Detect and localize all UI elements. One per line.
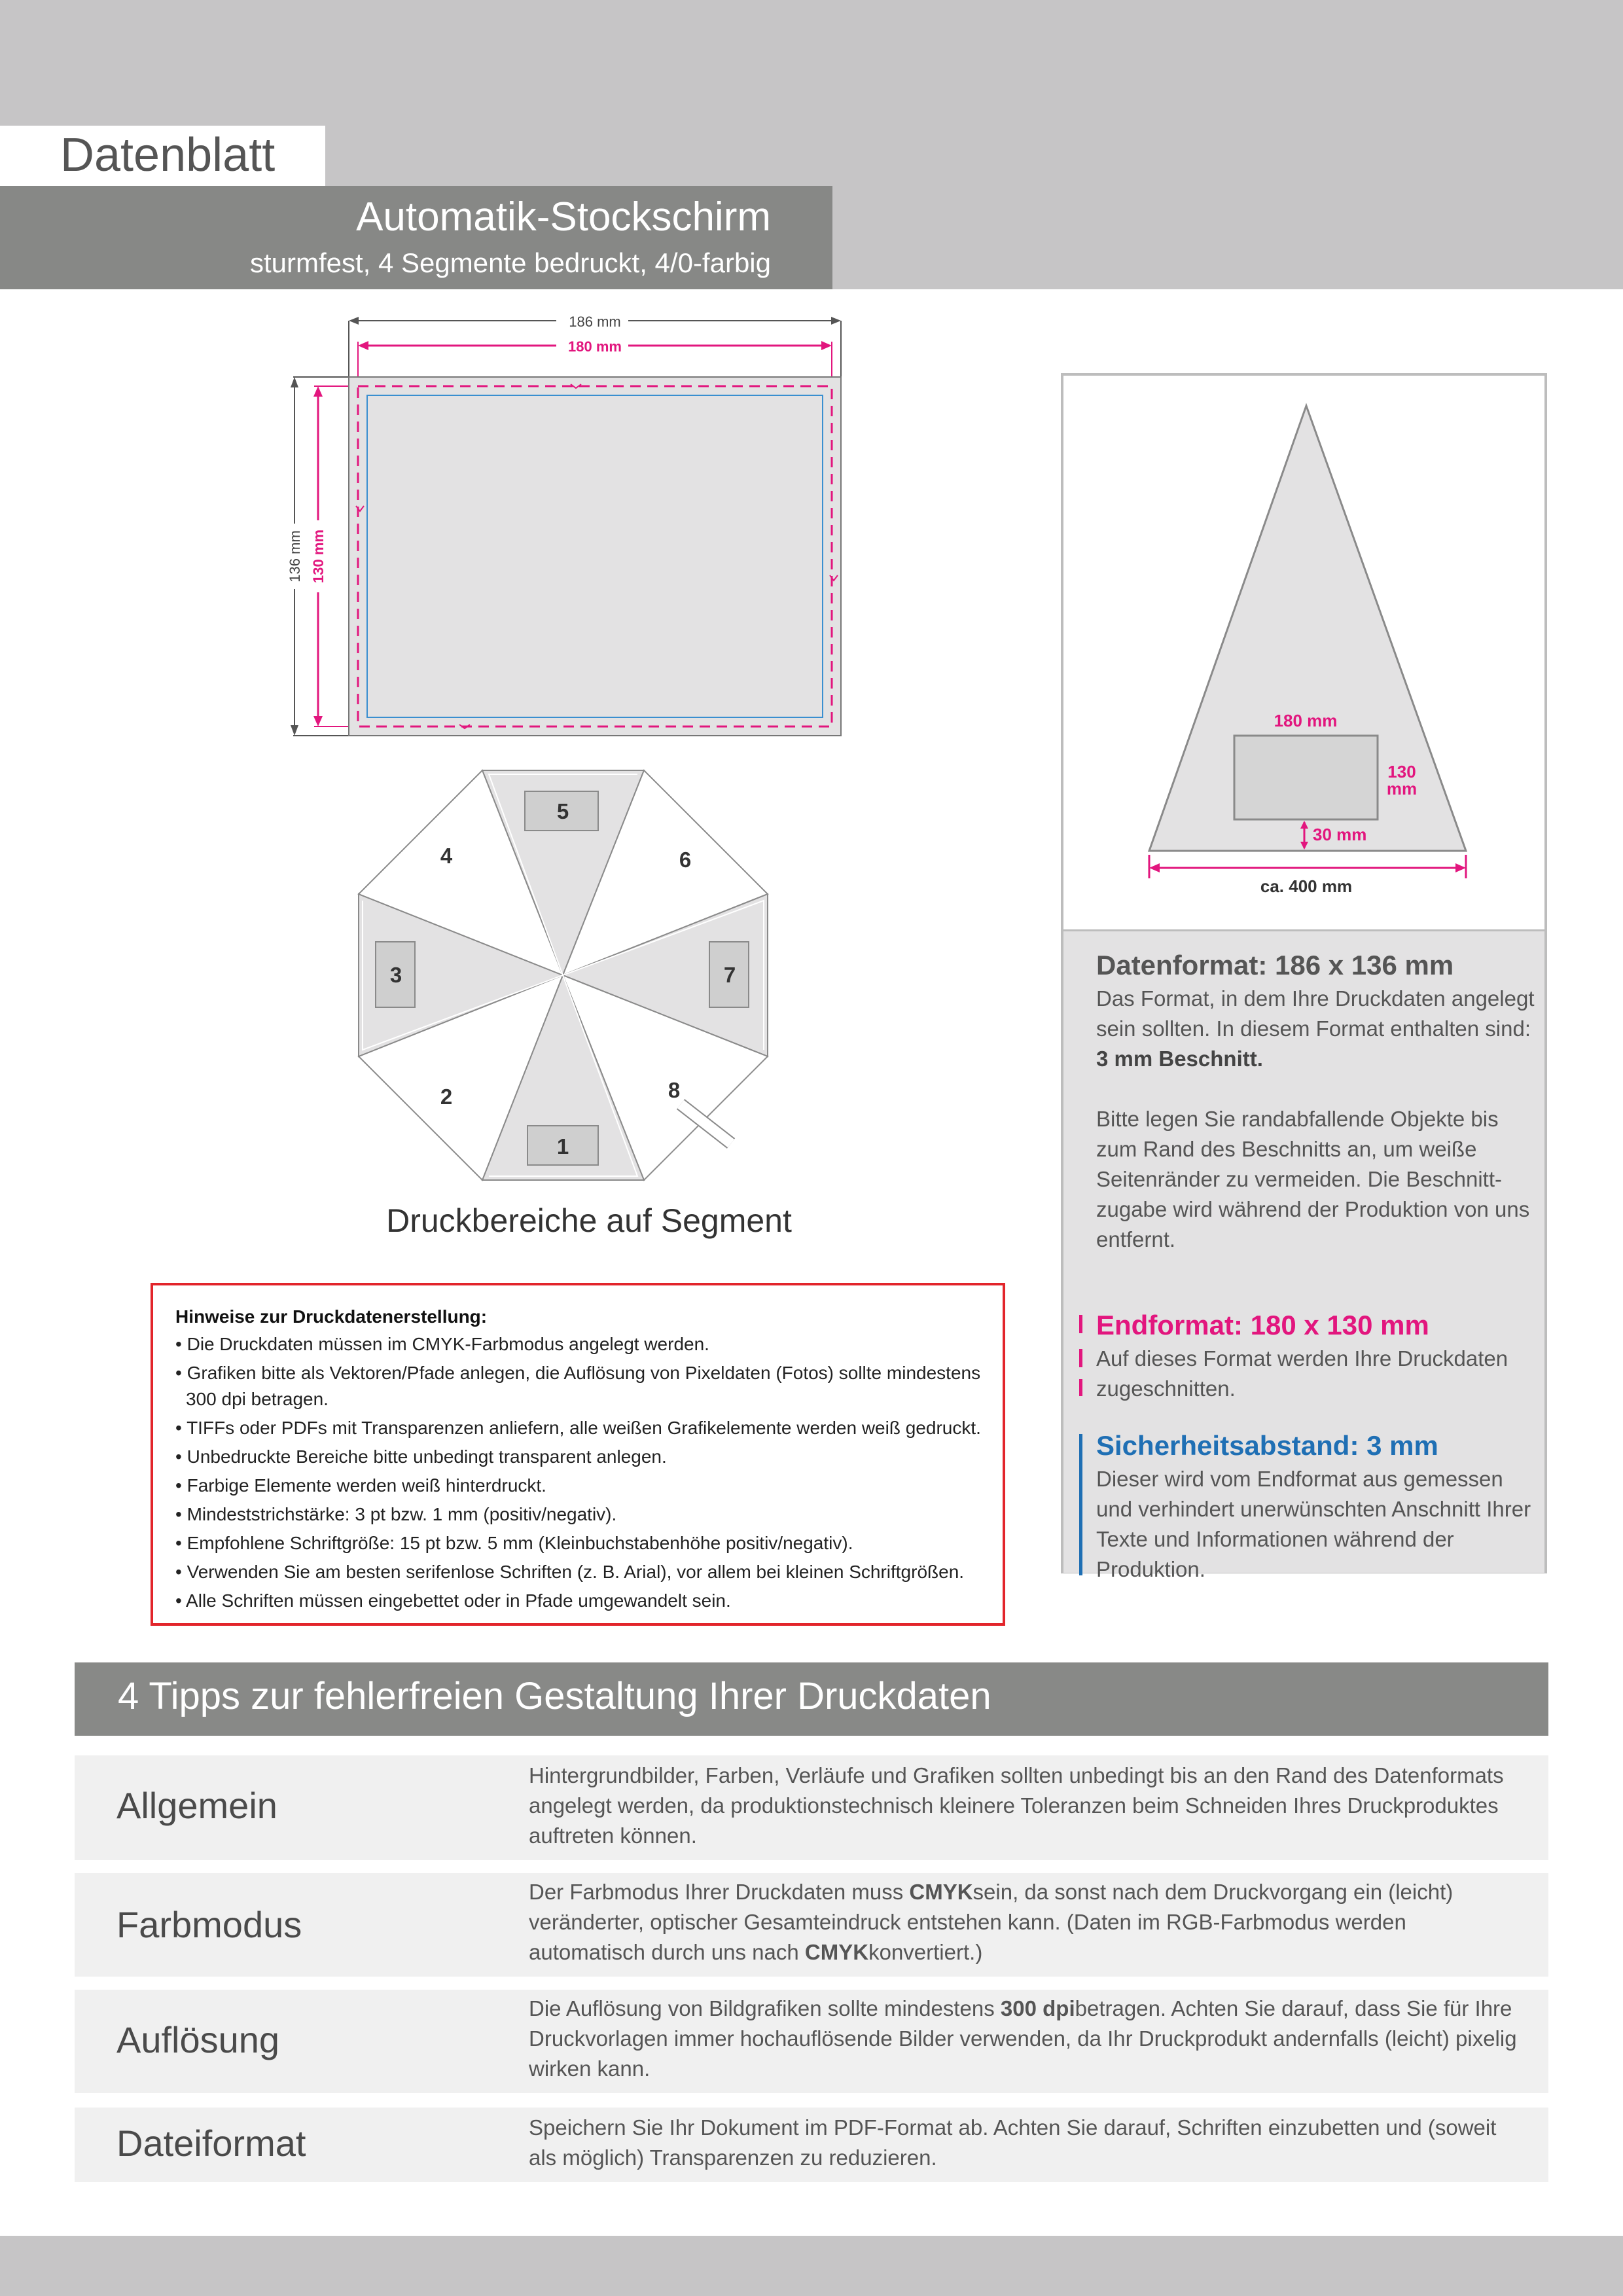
hint-item: • Empfohlene Schriftgröße: 15 pt bzw. 5 mm (Kleinbuchstabenhöhe positiv/negativ). — [175, 1530, 1003, 1556]
endformat-heading: Endformat: 180 x 130 mm — [1096, 1310, 1429, 1340]
dimension-diagram — [275, 308, 851, 753]
print-width-label: 180 mm — [1274, 711, 1338, 730]
title-bar — [0, 186, 832, 289]
segment-label-6: 6 — [679, 848, 692, 872]
segment-label-1: 1 — [556, 1134, 569, 1158]
tips-title: 4 Tipps zur fehlerfreien Gestaltung Ihrer Druckdaten — [118, 1675, 991, 1717]
outer-width-label: 186 mm — [569, 314, 621, 330]
tip-row-dateiformat — [75, 2108, 1548, 2182]
segment-label-5: 5 — [556, 799, 569, 823]
tip-label: Allgemein — [116, 1785, 277, 1826]
offset-label: 30 mm — [1313, 825, 1367, 844]
inner-height-label: 130 mm — [310, 529, 327, 583]
tip-row-aufloesung — [75, 1990, 1548, 2093]
tip-text: Die Auflösung von Bildgrafiken sollte mindestens 300 dpibetragen. Achten Sie darauf, dass Sie für Ihre Druckvorlagen immer hochauflösende Bilder verwenden, da Ihr Druckprodukt andernfalls (leicht) pixelig wirken kann. — [529, 1996, 1517, 2081]
print-height-label-2: mm — [1386, 779, 1418, 798]
tip-row-farbmodus — [75, 1873, 1548, 1977]
tab-label: Datenblatt — [60, 129, 276, 181]
print-area-rect — [1234, 736, 1378, 819]
print-height-label-1: 130 — [1387, 762, 1416, 781]
bottom-band — [0, 2236, 1623, 2296]
endformat-block — [1096, 1307, 1541, 1404]
datenformat-heading: Datenformat: 186 x 136 mm — [1096, 950, 1454, 980]
base-width-label: ca. 400 mm — [1260, 876, 1353, 896]
print-hints-box — [151, 1283, 1005, 1626]
datenformat-text: Das Format, in dem Ihre Druckdaten angelegt sein sollten. In diesem Format enthalten sind: 3 mm Beschnitt. — [1096, 986, 1535, 1071]
hints-list — [175, 1331, 1003, 1614]
hint-item: • Alle Schriften müssen eingebettet oder in Pfade umgewandelt sein. — [175, 1588, 1003, 1614]
beschnitt-text: Bitte legen Sie randabfallende Objekte bis zum Rand des Beschnitts an, um weiße Seitenränder zu vermeiden. Die Beschnitt-zugabe wird während der Produktion von uns entfernt. — [1096, 1107, 1530, 1251]
product-subtitle: sturmfest, 4 Segmente bedruckt, 4/0-farbig — [249, 247, 771, 278]
hint-item: • Unbedruckte Bereiche bitte unbedingt transparent anlegen. — [175, 1444, 1003, 1470]
tips-header — [75, 1662, 1548, 1736]
data-format-area — [349, 377, 841, 736]
top-band — [0, 0, 1623, 289]
sicherheit-block — [1096, 1427, 1541, 1585]
hint-item: • Verwenden Sie am besten serifenlose Schriften (z. B. Arial), vor allem bei kleinen Schriftgrößen. — [175, 1559, 1003, 1585]
hint-item: • Mindeststrichstärke: 3 pt bzw. 1 mm (positiv/negativ). — [175, 1501, 1003, 1528]
tip-label: Dateiformat — [116, 2123, 306, 2164]
segment-triangle-diagram — [1063, 376, 1544, 925]
tip-text: Hintergrundbilder, Farben, Verläufe und Grafiken sollten unbedingt bis an den Rand des Datenformats angelegt werden, da produktionstechnisch kleinere Toleranzen beim Schneiden Ihres Druckproduktes auftreten können. — [529, 1763, 1504, 1848]
datenblatt-tab — [0, 126, 325, 186]
tip-label: Farbmodus — [116, 1904, 302, 1945]
format-panel — [1061, 373, 1547, 1581]
hint-item: • Farbige Elemente werden weiß hinterdruckt. — [175, 1473, 1003, 1499]
tip-row-allgemein — [75, 1755, 1548, 1860]
outer-height-label: 136 mm — [287, 530, 303, 583]
segment-label-7: 7 — [723, 963, 736, 987]
sicherheit-text: Dieser wird vom Endformat aus gemessen und verhindert unerwünschten Anschnitt Ihrer Texte und Informationen während der Produktion. — [1096, 1467, 1531, 1581]
hints-title: Hinweise zur Druckdatenerstellung: — [175, 1306, 488, 1327]
segment-label-4: 4 — [440, 844, 453, 868]
format-info — [1063, 929, 1544, 1581]
segment-label-2: 2 — [440, 1085, 453, 1109]
sicherheit-heading: Sicherheitsabstand: 3 mm — [1096, 1430, 1438, 1461]
umbrella-caption: Druckbereiche auf Segment — [386, 1202, 792, 1239]
tip-text: Der Farbmodus Ihrer Druckdaten muss CMYKsein, da sonst nach dem Druckvorgang ein (leicht) veränderter, optischer Gesamteindruck entstehen kann. (Daten im RGB-Farbmodus werden automatisch durch uns nach CMYKkonvertiert.) — [529, 1880, 1454, 1964]
hint-item: • Grafiken bitte als Vektoren/Pfade anlegen, die Auflösung von Pixeldaten (Fotos) sollte mindestens 300 dpi betragen. — [175, 1360, 1003, 1412]
product-title: Automatik-Stockschirm — [356, 194, 771, 240]
hint-item: • TIFFs oder PDFs mit Transparenzen anliefern, alle weißen Grafikelemente werden weiß gedruckt. — [175, 1415, 1003, 1441]
inner-width-label: 180 mm — [568, 338, 622, 355]
endformat-text: Auf dieses Format werden Ihre Druckdaten zugeschnitten. — [1096, 1346, 1508, 1401]
segment-label-8: 8 — [668, 1078, 681, 1102]
umbrella-diagram — [347, 762, 779, 1194]
tip-label: Auflösung — [116, 2019, 280, 2060]
tip-text: Speichern Sie Ihr Dokument im PDF-Format ab. Achten Sie darauf, Schriften einzubetten und (soweit als möglich) Transparenzen zu reduzieren. — [529, 2115, 1497, 2170]
datenformat-block — [1096, 947, 1541, 1255]
segment-label-3: 3 — [389, 963, 402, 987]
hint-item: • Die Druckdaten müssen im CMYK-Farbmodus angelegt werden. — [175, 1331, 1003, 1357]
